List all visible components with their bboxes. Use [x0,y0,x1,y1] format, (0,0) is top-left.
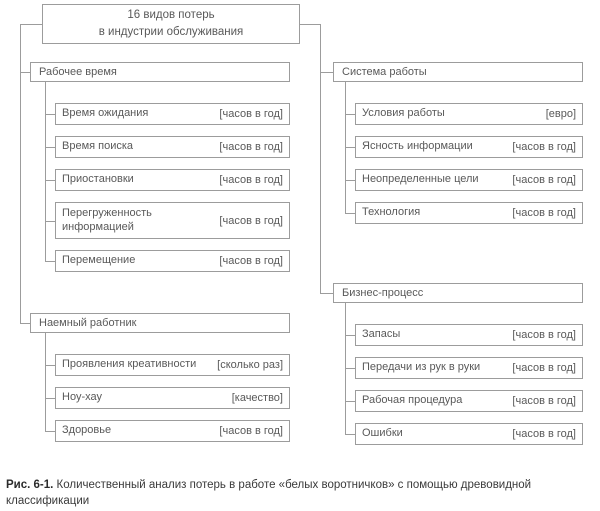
leaf-node [355,324,583,346]
connector-line [345,368,355,369]
category-label: Система работы [342,66,427,78]
leaf-unit: [качество] [231,392,283,404]
leaf-label: Запасы [362,328,401,341]
connector-line [20,24,42,25]
connector-line [45,431,55,432]
leaf-label: Ошибки [362,427,403,440]
connector-line [20,323,30,324]
connector-line [320,72,333,73]
leaf-node [55,420,290,442]
root-node [42,4,300,44]
connector-line [45,114,55,115]
leaf-label: Здоровье [62,424,112,437]
leaf-unit: [часов в год] [512,362,576,374]
leaf-node [55,387,290,409]
leaf-label: Условия работы [362,107,445,120]
leaf-unit: [часов в год] [219,255,283,267]
connector-line [45,221,55,222]
connector-line [45,333,46,431]
connector-line [45,398,55,399]
connector-line [345,213,355,214]
connector-line [320,24,321,293]
leaf-unit: [часов в год] [512,174,576,186]
leaf-node [355,390,583,412]
connector-line [45,180,55,181]
leaf-label: Время поиска [62,140,134,153]
connector-line [345,114,355,115]
category-node [30,62,290,82]
leaf-label: Перемещение [62,254,136,267]
leaf-unit: [сколько раз] [217,359,283,371]
leaf-unit: [евро] [545,108,576,120]
connector-line [345,147,355,148]
leaf-unit: [часов в год] [219,174,283,186]
category-label: Бизнес-процесс [342,287,424,299]
leaf-node [55,250,290,272]
leaf-unit: [часов в год] [219,141,283,153]
leaf-label: Время ожидания [62,107,149,120]
category-label: Рабочее время [39,66,117,78]
leaf-label: Передачи из рук в руки [362,361,481,374]
connector-line [345,434,355,435]
leaf-unit: [часов в год] [219,214,283,227]
connector-line [320,293,333,294]
leaf-node [355,136,583,158]
category-node [333,62,583,82]
connector-line [345,303,346,434]
connector-line [345,335,355,336]
leaf-node [355,357,583,379]
leaf-unit: [часов в год] [512,329,576,341]
leaf-node [355,169,583,191]
leaf-label: Ясность информации [362,140,473,153]
leaf-node [355,103,583,125]
caption-text: Количественный анализ потерь в работе «белых воротничков» с помощью древовидной классификации [6,479,532,507]
leaf-node [55,202,290,239]
category-label: Наемный работник [39,317,137,329]
connector-line [300,24,320,25]
connector-line [45,365,55,366]
leaf-unit: [часов в год] [512,141,576,153]
connector-line [345,82,346,213]
figure-label: Рис. 6-1. [6,479,54,491]
category-node [30,313,290,333]
connector-line [20,72,30,73]
leaf-unit: [часов в год] [219,425,283,437]
connector-line [345,180,355,181]
connector-line [45,82,46,261]
leaf-node [55,354,290,376]
figure-caption [6,478,594,509]
connector-line [345,401,355,402]
leaf-label: Ноу-хау [62,391,102,404]
leaf-node [55,169,290,191]
root-title-line1: 16 видов потерь [127,9,215,22]
root-title-line2: в индустрии обслуживания [98,26,244,38]
leaf-node [55,136,290,158]
leaf-node [355,423,583,445]
connector-line [45,147,55,148]
leaf-node [55,103,290,125]
leaf-unit: [часов в год] [512,395,576,407]
leaf-unit: [часов в год] [219,108,283,120]
leaf-label: Неопределенные цели [362,173,479,186]
leaf-label: Технология [362,206,421,219]
category-node [333,283,583,303]
leaf-label: Рабочая процедура [362,394,463,407]
leaf-unit: [часов в год] [512,207,576,219]
leaf-label: Перегруженность информацией [62,207,152,233]
leaf-unit: [часов в год] [512,428,576,440]
leaf-label: Приостановки [62,173,134,186]
leaf-label: Проявления креативности [62,358,197,371]
connector-line [20,24,21,323]
leaf-node [355,202,583,224]
connector-line [45,261,55,262]
